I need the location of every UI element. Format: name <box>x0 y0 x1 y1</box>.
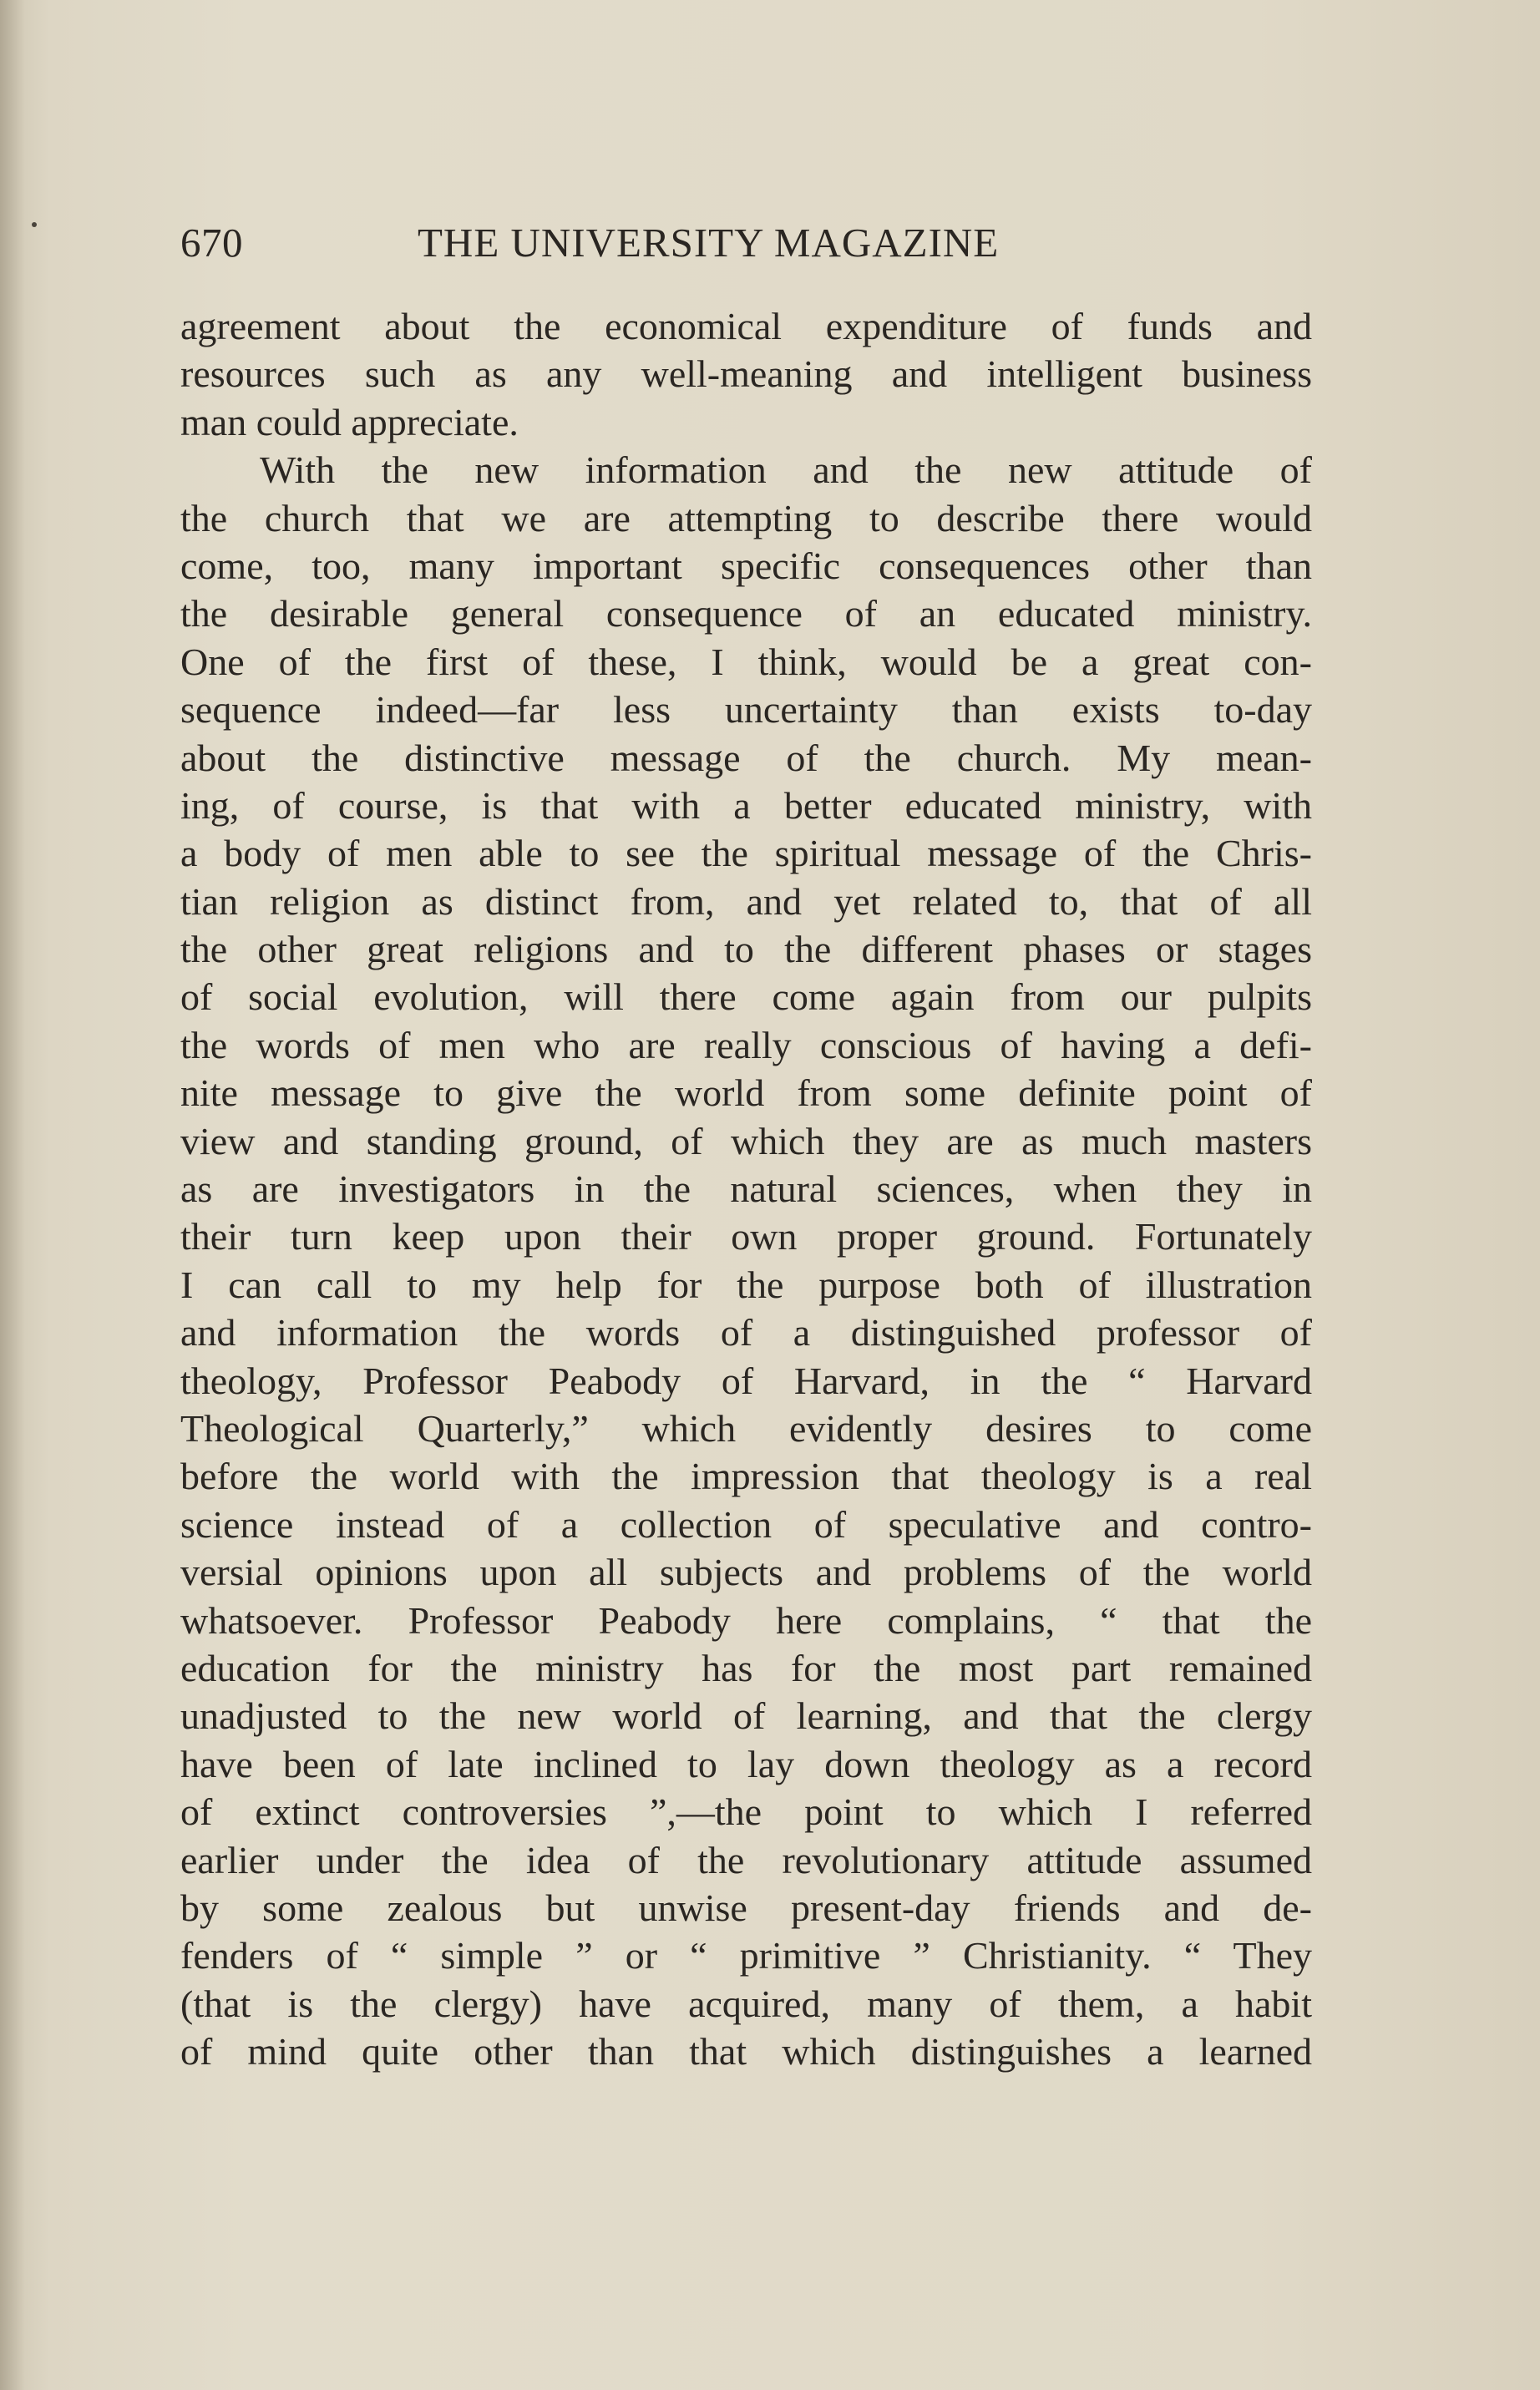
text-line: and information the words of a distinguished professor of <box>180 1311 1312 1355</box>
text-line: fenders of “ simple ” or “ primitive ” Christianity. “ They <box>180 1934 1312 1977</box>
text-line: the words of men who are really conscious of having a defi- <box>180 1023 1312 1066</box>
text-line: ing, of course, is that with a better educated ministry, with <box>180 783 1312 827</box>
text-line: view and standing ground, of which they are as much masters <box>180 1119 1312 1162</box>
text-line: I can call to my help for the purpose both of illustration <box>180 1263 1312 1306</box>
text-line: versial opinions upon all subjects and problems of the world <box>180 1551 1312 1594</box>
text-line: One of the first of these, I think, would be a great con- <box>180 640 1312 683</box>
text-line: theology, Professor Peabody of Harvard, in the “ Harvard <box>180 1359 1312 1402</box>
body-text <box>180 302 1312 2075</box>
text-line: about the distinctive message of the church. My mean- <box>180 736 1312 779</box>
text-line: Theological Quarterly,” which evidently desires to come <box>180 1406 1312 1450</box>
text-line: With the new information and the new attitude of <box>260 448 1312 492</box>
page-number: 670 <box>180 220 243 266</box>
running-head: THE UNIVERSITY MAGAZINE <box>418 220 1000 266</box>
text-line: have been of late inclined to lay down theology as a record <box>180 1742 1312 1785</box>
text-line: the church that we are attempting to describe there would <box>180 496 1312 539</box>
text-line: resources such as any well-meaning and intelligent business <box>180 352 1312 396</box>
text-line: man could appreciate. <box>180 400 519 443</box>
text-line: nite message to give the world from some definite point of <box>180 1071 1312 1115</box>
text-line: unadjusted to the new world of learning, and that the clergy <box>180 1694 1312 1738</box>
paper-speck <box>32 222 37 227</box>
text-line: agreement about the economical expenditure of funds and <box>180 305 1312 347</box>
text-line: tian religion as distinct from, and yet related to, that of all <box>180 879 1312 923</box>
text-line: education for the ministry has for the most part remained <box>180 1646 1312 1689</box>
text-line: science instead of a collection of speculative and contro- <box>180 1502 1312 1546</box>
text-line: sequence indeed—far less uncertainty than exists to-day <box>180 688 1312 732</box>
text-line: the other great religions and to the different phases or stages <box>180 928 1312 971</box>
text-line: as are investigators in the natural sciences, when they in <box>180 1167 1312 1211</box>
text-line: (that is the clergy) have acquired, many of them, a habit <box>180 1982 1312 2025</box>
text-line: of extinct controversies ”,—the point to which I referred <box>180 1790 1312 1834</box>
text-line: before the world with the impression that theology is a real <box>180 1455 1312 1498</box>
text-line: a body of men able to see the spiritual message of the Chris- <box>180 832 1312 875</box>
text-line: their turn keep upon their own proper ground. Fortunately <box>180 1215 1312 1258</box>
text-line: the desirable general consequence of an educated ministry. <box>180 592 1312 635</box>
text-line: by some zealous but unwise present-day friends and de- <box>180 1886 1312 1929</box>
page-header <box>180 219 1066 272</box>
text-line: of social evolution, will there come again from our pulpits <box>180 975 1312 1019</box>
binding-shadow <box>0 0 25 2390</box>
text-line: earlier under the idea of the revolutionary attitude assumed <box>180 1838 1312 1881</box>
text-line: whatsoever. Professor Peabody here complains, “ that the <box>180 1598 1312 1642</box>
text-line: come, too, many important specific consequences other than <box>180 544 1312 587</box>
text-line: of mind quite other than that which distinguishes a learned <box>180 2030 1312 2074</box>
